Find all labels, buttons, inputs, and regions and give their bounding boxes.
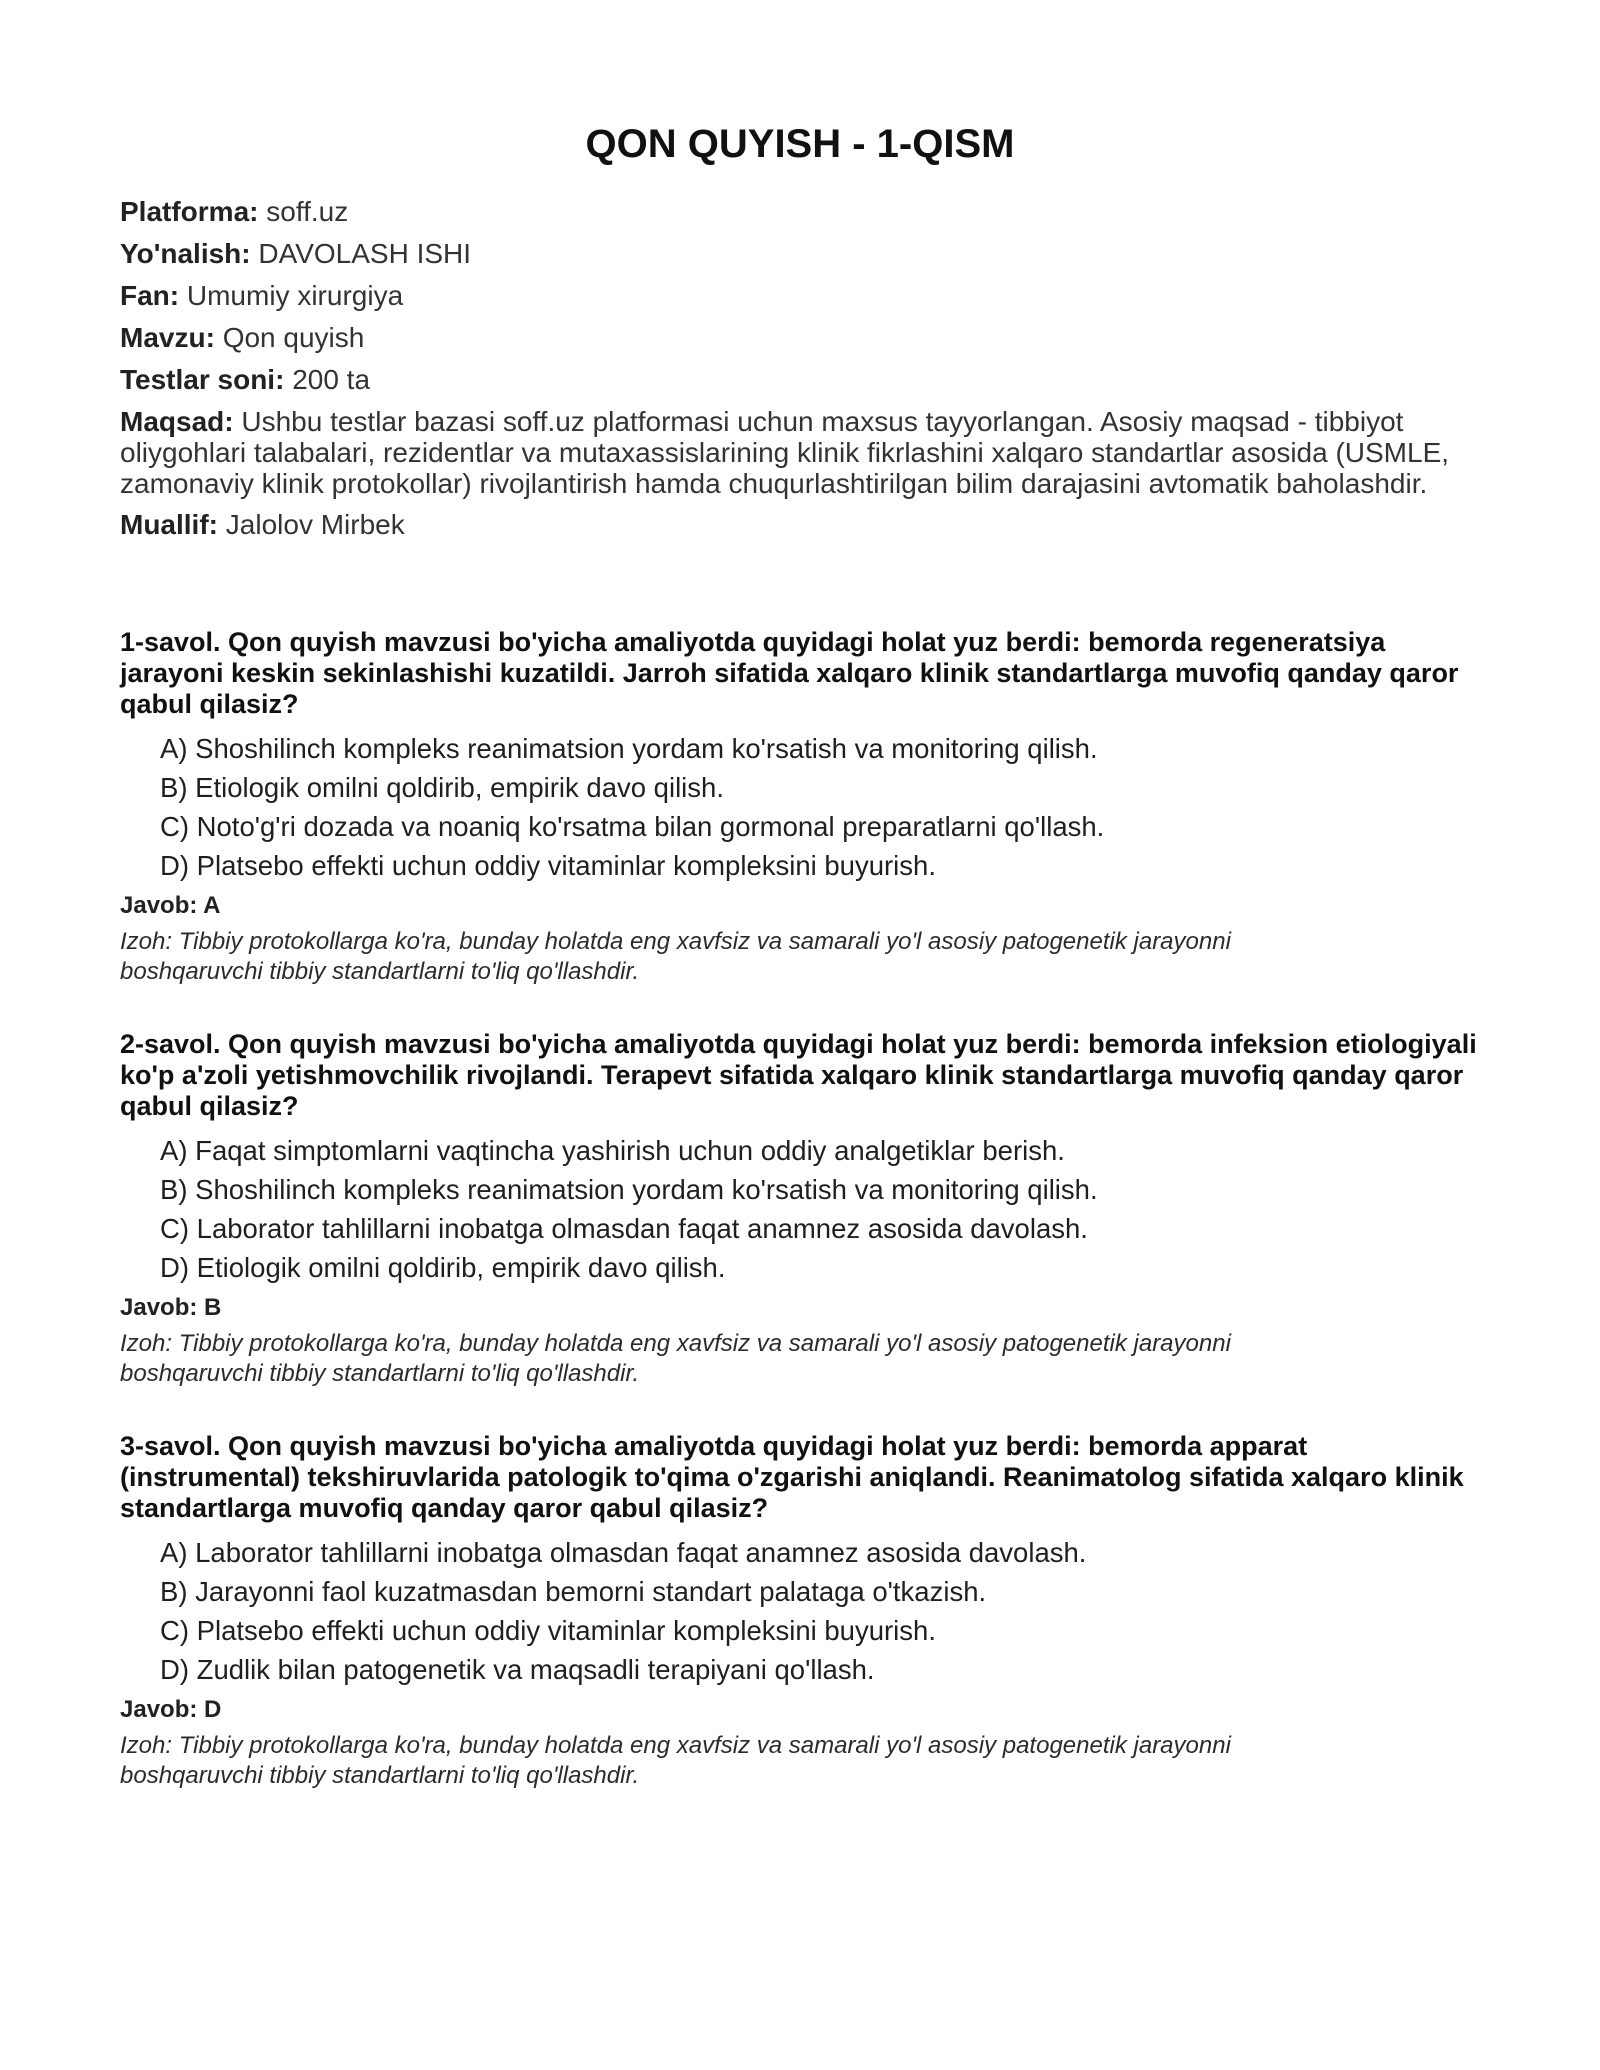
meta-test-count bbox=[120, 364, 1480, 396]
option-a: A) Shoshilinch kompleks reanimatsion yordam ko'rsatish va monitoring qilish. bbox=[160, 733, 1098, 764]
option-d: D) Platsebo effekti uchun oddiy vitaminlar kompleksini buyurish. bbox=[160, 850, 936, 881]
meta-platform bbox=[120, 196, 1480, 228]
explanation-text: Izoh: Tibbiy protokollarga ko'ra, bunday holatda eng xavfsiz va samarali yo'l asosiy patogenetik jarayonni boshqaruvchi tibbiy standartlarni to'liq qo'llashdir. bbox=[120, 1330, 1231, 1387]
option-a: A) Laborator tahlillarni inobatga olmasdan faqat anamnez asosida davolash. bbox=[160, 1537, 1087, 1568]
question-item bbox=[120, 627, 1480, 987]
option-b: B) Shoshilinch kompleks reanimatsion yordam ko'rsatish va monitoring qilish. bbox=[160, 1174, 1098, 1205]
answer-label: Javob: D bbox=[120, 1696, 222, 1723]
option-b: B) Etiologik omilni qoldirib, empirik davo qilish. bbox=[160, 772, 724, 803]
meta-test-count-value: 200 ta bbox=[292, 364, 371, 395]
option-a: A) Faqat simptomlarni vaqtincha yashirish uchun oddiy analgetiklar berish. bbox=[160, 1135, 1065, 1166]
answer-label: Javob: A bbox=[120, 892, 221, 919]
meta-topic-label: Mavzu: bbox=[120, 322, 215, 353]
meta-platform-label: Platforma: bbox=[120, 196, 259, 227]
option-list bbox=[120, 1538, 1480, 1685]
meta-direction-label: Yo'nalish: bbox=[120, 238, 251, 269]
meta-purpose-label: Maqsad: bbox=[120, 406, 234, 437]
option-list bbox=[120, 1136, 1480, 1283]
question-item bbox=[120, 1029, 1480, 1389]
question-text: 3-savol. Qon quyish mavzusi bo'yicha amaliyotda quyidagi holat yuz berdi: bemorda apparat (instrumental) tekshiruvlarida patologik to'qima o'zgarishi aniqlandi. Reanimatolog sifatida xalqaro klinik standartlarga muvofiq qanday qaror qabul qilasiz? bbox=[120, 1431, 1464, 1523]
meta-test-count-label: Testlar soni: bbox=[120, 364, 285, 395]
meta-author bbox=[120, 509, 1480, 541]
meta-purpose bbox=[120, 406, 1480, 499]
option-b: B) Jarayonni faol kuzatmasdan bemorni standart palataga o'tkazish. bbox=[160, 1576, 987, 1607]
meta-author-value: Jalolov Mirbek bbox=[225, 509, 405, 540]
meta-direction bbox=[120, 238, 1480, 270]
question-text: 2-savol. Qon quyish mavzusi bo'yicha amaliyotda quyidagi holat yuz berdi: bemorda infeksion etiologiyali ko'p a'zoli yetishmovchilik rivojlandi. Terapevt sifatida xalqaro klinik standartlarga muvofiq qanday qaror qabul qilasiz? bbox=[120, 1029, 1477, 1121]
question-text: 1-savol. Qon quyish mavzusi bo'yicha amaliyotda quyidagi holat yuz berdi: bemorda regeneratsiya jarayoni keskin sekinlashishi kuzatildi. Jarroh sifatida xalqaro klinik standartlarga muvofiq qanday qaror qabul qilasiz? bbox=[120, 627, 1459, 719]
meta-subject bbox=[120, 280, 1480, 312]
question-item bbox=[120, 1431, 1480, 1791]
document-title: QON QUYISH - 1-QISM bbox=[585, 122, 1015, 166]
meta-purpose-value: Ushbu testlar bazasi soff.uz platformasi uchun maxsus tayyorlangan. Asosiy maqsad - tibbiyot oliygohlari talabalari, rezidentlar va mutaxassislarining klinik fikrlashini xalqaro standartlar asosida (USMLE, zamonaviy klinik protokollar) rivojlantirish hamda chuqurlashtirilgan bilim darajasini avtomatik baholashdir. bbox=[120, 406, 1450, 499]
option-list bbox=[120, 734, 1480, 881]
question-list bbox=[120, 627, 1480, 1791]
explanation-text: Izoh: Tibbiy protokollarga ko'ra, bunday holatda eng xavfsiz va samarali yo'l asosiy patogenetik jarayonni boshqaruvchi tibbiy standartlarni to'liq qo'llashdir. bbox=[120, 1732, 1231, 1789]
meta-topic bbox=[120, 322, 1480, 354]
option-d: D) Zudlik bilan patogenetik va maqsadli terapiyani qo'llash. bbox=[160, 1654, 875, 1685]
document-meta bbox=[120, 196, 1480, 541]
meta-topic-value: Qon quyish bbox=[222, 322, 365, 353]
option-c: C) Platsebo effekti uchun oddiy vitaminlar kompleksini buyurish. bbox=[160, 1615, 936, 1646]
option-c: C) Laborator tahlillarni inobatga olmasdan faqat anamnez asosida davolash. bbox=[160, 1213, 1088, 1244]
meta-subject-value: Umumiy xirurgiya bbox=[186, 280, 404, 311]
meta-platform-value: soff.uz bbox=[266, 196, 349, 227]
meta-direction-value: DAVOLASH ISHI bbox=[258, 238, 472, 269]
meta-subject-label: Fan: bbox=[120, 280, 180, 311]
answer-label: Javob: B bbox=[120, 1294, 222, 1321]
meta-author-label: Muallif: bbox=[120, 509, 218, 540]
explanation-text: Izoh: Tibbiy protokollarga ko'ra, bunday holatda eng xavfsiz va samarali yo'l asosiy patogenetik jarayonni boshqaruvchi tibbiy standartlarni to'liq qo'llashdir. bbox=[120, 928, 1231, 985]
option-c: C) Noto'g'ri dozada va noaniq ko'rsatma bilan gormonal preparatlarni qo'llash. bbox=[160, 811, 1105, 842]
option-d: D) Etiologik omilni qoldirib, empirik davo qilish. bbox=[160, 1252, 726, 1283]
